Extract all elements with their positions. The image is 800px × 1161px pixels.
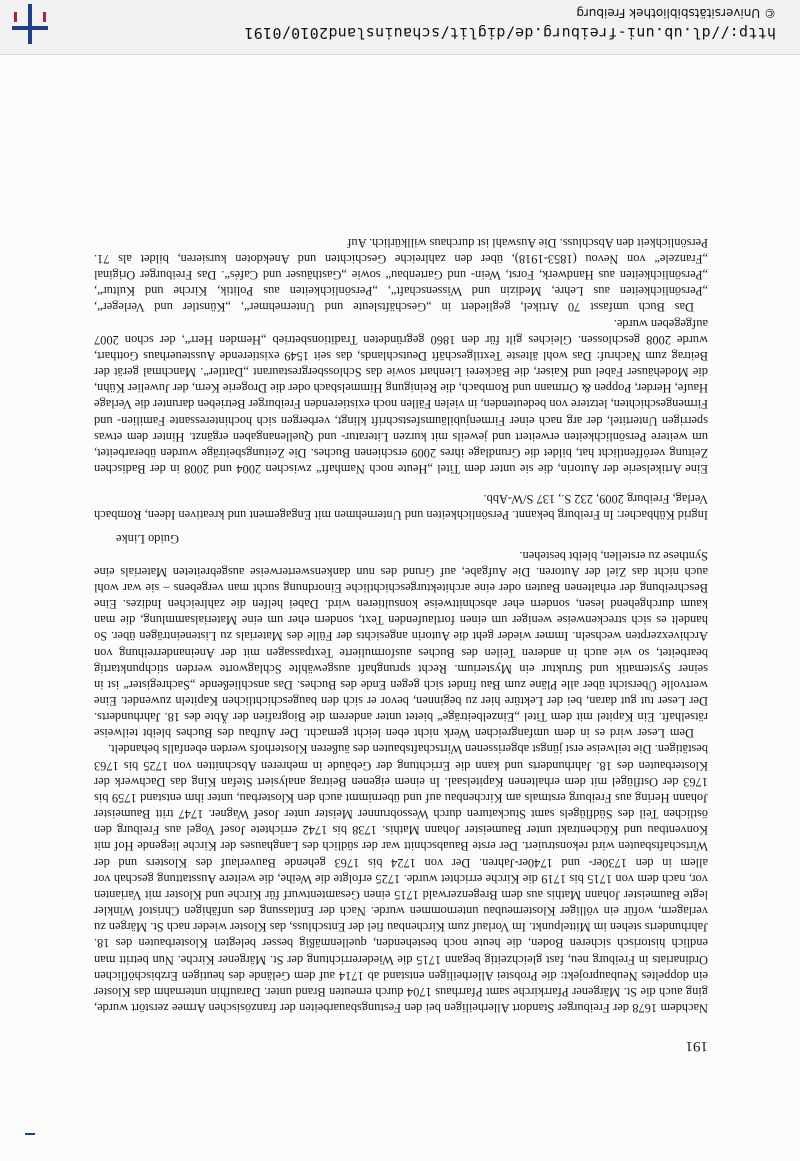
book-citation: Ingrid Kühbacher: In Freiburg bekannt. Persönlichkeiten und Unternehmen mit Engagement und kreativen Ideen, Rombach Verlag, Freiburg 2009, 232 S., 137 S/W-Abb. [94,492,708,523]
paragraph: Das Buch umfasst 70 Artikel, gegliedert in „Geschäftsleute und Unternehmer“, „Künstler und Verleger“, „Persönlichkeiten aus Lehre, Medizin und Wissenschaft“, „Persönlichkeiten aus Politik, Kirche und Kultur“, „Persönlichkeiten aus Handwerk, Forst, Wein- und Gartenbau“ sowie „Gasthäuser und Cafés“. Das Freiburger Original „Franzele“ von Nevou (1853-1918), über den zahlreiche Geschichten und Anekdoten kursieren, bildet als 71. Persönlichkeit den Abschluss. Die Auswahl ist durchaus willkürlich. Auf [94,235,708,315]
paragraph: Nachdem 1678 der Freiburger Standort Allerheiligen bei den Festungsbauarbeiten der französischen Armee zerstört wurde, ging auch die St. Märgener Pfarrkirche samt Pfarrhaus 1704 durch erneuten Brand unter. Daraufhin unternahm das Kloster ein doppeltes Neubauprojekt: die Probstei Allerheiligen entstand ab 1714 auf dem Gelände des heutigen Erzbischöflichen Ordinariats in Freiburg neu, fast gleichzeitig begann 1715 die Wiedererrichtung der St. Märgener Kirche. Nun betritt man endlich historisch sicheren Boden, die heute noch bestehenden, quellenmäßig besser belegten Klosterbauten des 18. Jahrhunderts stehen im Mittelpunkt. Im Vorlauf zum Kirchenbau fiel der Entschluss, das Kloster wieder nach St. Märgen zu verlagern, wofür ein völliger Klosterneubau unternommen wurde. Nach der Entlassung des unfähigen Christof Winkler legte Baumeister Johann Mathis aus dem Bregenzerwald 1715 einen Gesamtentwurf für Kirche und Kloster mit Varianten vor, nach dem von 1715 bis 1719 die Kirche errichtet wurde. 1725 erfolgte die Weihe, die weitere Ausstattung geschah vor allem in den 1730er- und 1740er-Jahren. Der von 1724 bis 1763 gehende Bauverlauf des Klosters und der Wirtschaftsbauten wird rekonstruiert. Der erste Bauabschnitt war der südlich des Langhauses der Kirche liegende Hof mit Konventbau und Küchentrakt unter Baumeister Johann Mathis. 1738 bis 1742 errichtete Josef Vogel aus Freiburg den östlichen Teil des Südflügels samt Stuckaturen durch Wessobrunner Meister unter Josef Wagner. 1747 tritt Baumeister Johann Hering aus Freiburg erstmals am Kirchenbau auf und übernimmt auch den Klosterbau, unter ihm entstand 1759 bis 1763 der Ostflügel mit dem erhaltenen Kapitelsaal. In einem eigenen Beitrag analysiert Stefan King das Dachwerk der Klosterbauten des 18. Jahrhunderts und kann die Errichtung der Gebäude in mehreren Abschnitten von 1725 bis 1763 bestätigen. Die teilweise erst jüngst abgerissenen Wirtschaftsbauten des äußeren Klosterhofs werden ebenfalls behandelt. [94,742,708,1015]
footer-copyright: © Universitätsbibliothek Freiburg [576,6,776,20]
paragraph: Dem Leser wird es in dem umfangreichen Werk nicht eben leicht gemacht. Der Aufbau des Buches bleibt teilweise rätselhaft. Ein Kapitel mit dem Titel „Einzelbeiträge“ bietet unter anderem die Biografien der Äbte des 18. Jahrhunderts. Der Leser tut gut daran, bei der Lektüre hier zu beginnen, bevor er sich den baugeschichtlichen Kapiteln zuwendet. Eine wertvolle Übersicht über alle Pläne zum Bau findet sich gegen Ende des Buches. Das anschließende „Sachregister“ ist in seiner Systematik und Struktur ein Mysterium. Recht sprunghaft ausgewählte Schlagworte werden stichpunktartig bearbeitet, so wie auch in anderen Teilen des Buches ausformulierte Textpassagen mit der Aneinanderreihung von Archivexzerpten wechseln. Immer wieder geht die Autorin angesichts der Fülle des Materials zu Listeneinträgen über. So handelt es sich streckenweise weniger um einen fortlaufenden Text, sondern eher um eine Materialsammlung, die man kaum durchgehend lesen, sondern eher abschnittweise konsultieren wird. Dabei helfen die zahlreichen Indizes. Eine Beschreibung der erhaltenen Bauten oder eine architekturgeschichtliche Einordnung sucht man vergebens – sie war wohl auch nicht das Ziel der Autoren. Die Aufgabe, auf Grund des nun dankenswerterweise ausgebreiteten Materials eine Synthese zu erstellen, bleibt bestehen. [94,548,708,741]
scan-mark [25,1133,35,1135]
page-body [94,235,708,1016]
library-logo-icon [12,4,48,44]
author-signature: Guido Linke [116,532,179,547]
page-number: 191 [685,1038,708,1054]
paragraph: Eine Artikelserie der Autorin, die sie unter dem Titel „Heute noch Namhaft“ zwischen 2004 und 2008 in der Badischen Zeitung veröffentlicht hat, bildet die Grundlage ihres 2009 erschienen Buches. Die Zeitungsbeiträge wurden überarbeitet, um weitere Persönlichkeiten erweitert und jeweils mit kurzen Literatur- und Quellenangaben ergänzt. Hinter dem etwas sperrigen Untertitel, der arg nach einer Firmenjubiläumsfestschrift klingt, verbergen sich hochinteressante Familien- und Firmengeschichten, letztere von bedeutenden, in vielen Fällen noch existierenden Freiburger Betrieben darunter die Verlage Haufe, Herder, Poppen & Ortmann und Rombach, die Reinigung Himmelsbach oder die Drogerie Kern, der Juwelier Kühn, die Modehäuser Fabel und Kaiser, die Bäckerei Lienhart sowie das Schlossbergrestaurant „Dattler“. Manchmal gerät der Beitrag zum Nachruf: Das wohl älteste Textilgeschäft Deutschlands, das seit 1549 existierende Aussteuerhaus Gotthart, wurde 2008 geschlossen. Gleiches gilt für den 1860 gegründeten Traditionsbetrieb „Hemden Herr“, der schon 2007 aufgegeben wurde. [94,316,708,476]
footer-url-link[interactable]: http://dl.ub.uni-freiburg.de/diglit/schauinsland2010/0191 [244,24,776,42]
